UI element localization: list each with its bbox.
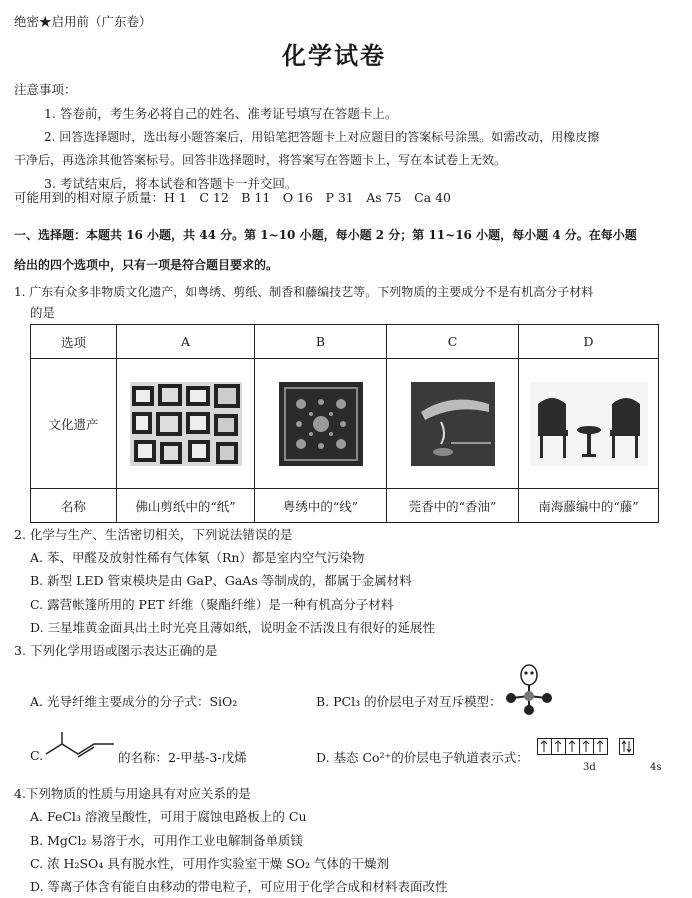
notes-heading: 注意事项： xyxy=(14,82,77,97)
cell-image-c xyxy=(387,359,519,489)
q2-option-b: B. 新型 LED 管束模块是由 GaP、GaAs 等制成的，都属于金属材料 xyxy=(30,573,412,588)
skeletal-formula-diagram xyxy=(44,730,118,764)
note-item-3: 3. 考试结束后，将本试卷和答题卡一并交回。 xyxy=(44,176,298,191)
q2-option-d: D. 三星堆黄金面具出土时光亮且薄如纸，说明金不活泼且有很好的延展性 xyxy=(30,620,436,635)
cell-image-b xyxy=(255,359,387,489)
name-d: 南海藤编中的“藤” xyxy=(519,489,659,523)
q4-option-d: D. 等离子体含有能自由移动的带电粒子，可应用于化学合成和材料表面改性 xyxy=(30,879,448,894)
option-header-c: C xyxy=(387,325,519,359)
vsepr-model-diagram xyxy=(502,664,556,716)
q4-option-b: B. MgCl₂ 易溶于水，可用作工业电解制备单质镁 xyxy=(30,833,303,848)
q3-stem: 3. 下列化学用语或图示表达正确的是 xyxy=(14,643,218,658)
q4-stem: 4.下列物质的性质与用途具有对应关系的是 xyxy=(14,786,251,801)
papercut-photo xyxy=(130,382,242,466)
name-a: 佛山剪纸中的“纸” xyxy=(117,489,255,523)
q1-table xyxy=(30,324,659,523)
option-header-b: B xyxy=(255,325,387,359)
q1-stem-line2: 的是 xyxy=(30,305,56,320)
cell-image-d xyxy=(519,359,659,489)
section-heading-line1: 一、选择题：本题共 16 小题，共 44 分。第 1~10 小题，每小题 2 分；第 11~16 小题，每小题 4 分。在每小题 xyxy=(14,228,637,242)
page-title: 化学试卷 xyxy=(282,41,386,70)
note-item-1: 1. 答卷前，考生务必将自己的姓名、准考证号填写在答题卡上。 xyxy=(44,106,398,121)
note-item-2-line1: 2. 回答选择题时，选出每小题答案后，用铅笔把答题卡上对应题目的答案标号涂黑。如需改动，用橡皮擦 xyxy=(44,130,600,144)
orbital-box-3d-4 xyxy=(579,738,594,755)
q2-option-a: A. 苯、甲醛及放射性稀有气体氡（Rn）都是室内空气污染物 xyxy=(30,550,365,565)
q3-option-c-prefix: C. xyxy=(30,748,44,763)
row-label-heritage: 文化遗产 xyxy=(31,359,117,489)
q3-option-b: B. PCl₃ 的价层电子对互斥模型： xyxy=(316,694,502,709)
orbital-label-4s: 4s xyxy=(650,762,662,773)
q4-option-a: A. FeCl₃ 溶液呈酸性，可用于腐蚀电路板上的 Cu xyxy=(30,809,307,824)
q4-option-c: C. 浓 H₂SO₄ 具有脱水性，可用作实验室干燥 SO₂ 气体的干燥剂 xyxy=(30,856,390,871)
confidential-label: 绝密★启用前（广东卷） xyxy=(14,14,152,29)
orbital-box-3d-5 xyxy=(593,738,608,755)
q3-option-a: A. 光导纤维主要成分的分子式：SiO₂ xyxy=(30,694,238,709)
rattan-furniture-photo xyxy=(530,382,648,466)
orbital-diagram xyxy=(537,738,633,755)
q2-option-c: C. 露营帐篷所用的 PET 纤维（聚酯纤维）是一种有机高分子材料 xyxy=(30,597,394,612)
orbital-box-3d-1 xyxy=(537,738,552,755)
incense-photo xyxy=(411,382,495,466)
orbital-box-3d-3 xyxy=(565,738,580,755)
row-label-name: 名称 xyxy=(31,489,117,523)
q2-stem: 2. 化学与生产、生活密切相关，下列说法错误的是 xyxy=(14,527,293,542)
orbital-box-3d-2 xyxy=(551,738,566,755)
section-heading-line2: 给出的四个选项中，只有一项是符合题目要求的。 xyxy=(14,258,279,272)
q3-option-c-suffix: 的名称：2-甲基-3-戊烯 xyxy=(118,750,247,765)
cell-image-a xyxy=(117,359,255,489)
name-c: 莞香中的“香油” xyxy=(387,489,519,523)
name-b: 粤绣中的“线” xyxy=(255,489,387,523)
embroidery-photo xyxy=(279,382,363,466)
note-item-2-line2: 干净后，再选涂其他答案标号。回答非选择题时，将答案写在答题卡上，写在本试卷上无效。 xyxy=(14,153,507,167)
option-header-d: D xyxy=(519,325,659,359)
orbital-box-4s xyxy=(619,738,634,755)
orbital-label-3d: 3d xyxy=(583,762,596,773)
q3-option-d: D. 基态 Co²⁺的价层电子轨道表示式： xyxy=(316,750,529,765)
table-header-label: 选项 xyxy=(31,325,117,359)
atomic-masses: 可能用到的相对原子质量：H 1 C 12 B 11 O 16 P 31 As 75 Ca 40 xyxy=(14,190,451,205)
q1-stem-line1: 1. 广东有众多非物质文化遗产，如粤绣、剪纸、制香和藤编技艺等。下列物质的主要成分不是有机高分子材料 xyxy=(14,285,594,299)
option-header-a: A xyxy=(117,325,255,359)
